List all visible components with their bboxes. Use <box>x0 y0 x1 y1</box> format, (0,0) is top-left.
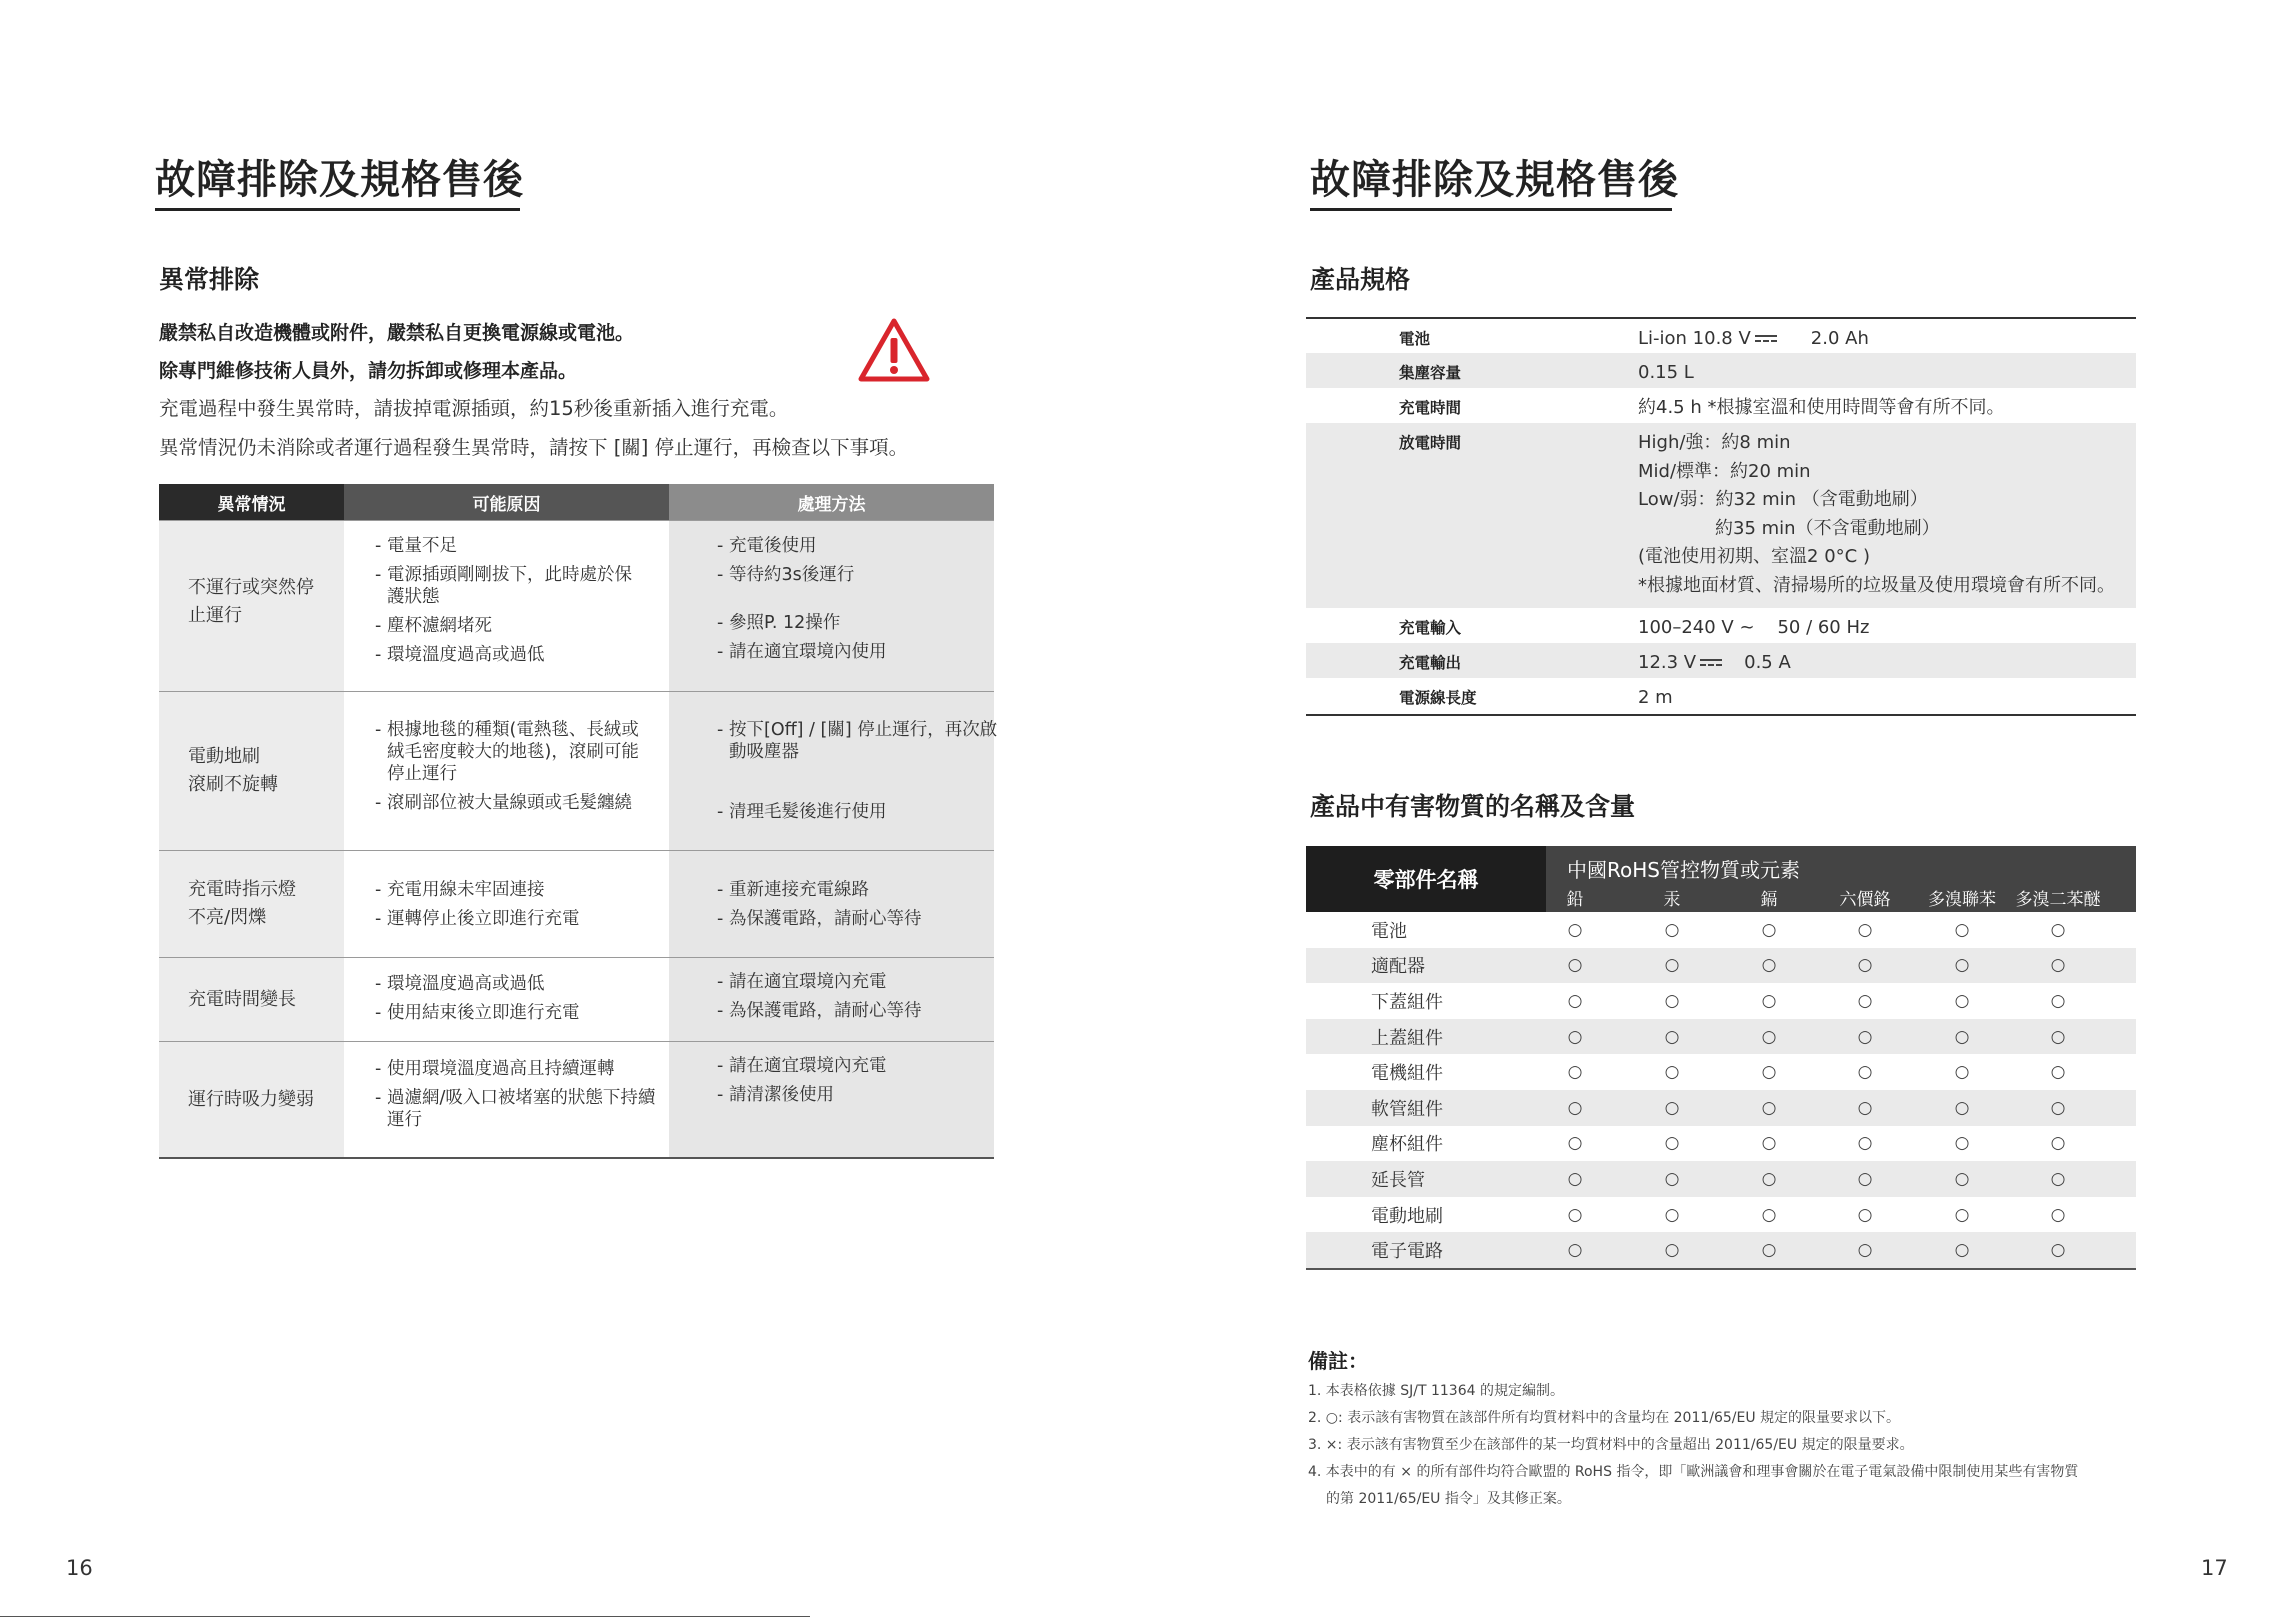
rohs-part-name: 適配器 <box>1371 956 1425 978</box>
rohs-mark: ○ <box>1761 1204 1777 1225</box>
rohs-mark: ○ <box>2050 1168 2066 1189</box>
rohs-mark: ○ <box>1567 1204 1583 1225</box>
rohs-group-header <box>1546 846 2136 912</box>
spec-value: High/強：約8 min Mid/標準：約20 min Low/弱：約32 min （含電動地刷） 約35 min（不含電動地刷） (電池使用初期、室溫2 0°C ) *根據地面材質、清掃場所的垃圾量及使用環境會有所不同。 <box>1638 432 2115 596</box>
rohs-part-name: 延長管 <box>1371 1169 1425 1191</box>
spec-row <box>1306 353 2136 388</box>
rohs-row <box>1306 948 2136 984</box>
rohs-mark: ○ <box>1664 1026 1680 1047</box>
rohs-row <box>1306 1054 2136 1090</box>
solution-cell: - 充電後使用 - 等待約3s後運行 - 參照P. 12操作 - 請在適宜環境內使用 <box>669 521 994 691</box>
rohs-mark: ○ <box>2050 990 2066 1011</box>
spec-label: 集塵容量 <box>1399 364 1462 382</box>
solution-cell: - 重新連接充電線路 - 為保護電路，請耐心等待 <box>669 851 994 957</box>
rohs-table <box>1306 846 2136 1270</box>
rohs-part-name: 軟管組件 <box>1371 1098 1443 1120</box>
rohs-row <box>1306 1161 2136 1197</box>
rohs-substance-header: 多溴聯苯 <box>1928 890 1996 910</box>
condition-cell: 充電時指示燈 不亮/閃爍 <box>159 851 344 957</box>
left-page-title: 故障排除及規格售後 <box>155 157 524 203</box>
rohs-mark: ○ <box>1664 919 1680 940</box>
rohs-mark: ○ <box>1954 1026 1970 1047</box>
troubleshooting-table <box>159 484 998 1159</box>
rohs-mark: ○ <box>1664 1240 1680 1261</box>
spec-row <box>1306 423 2136 608</box>
rohs-mark: ○ <box>1954 1240 1970 1261</box>
spec-value: 100–240 V ~ 50 / 60 Hz <box>1638 617 1870 638</box>
note-line: 2. ○: 表示該有害物質在該部件所有均質材料中的含量均在 2011/65/EU 規定的限量要求以下。 <box>1308 1410 1901 1426</box>
rohs-mark: ○ <box>2050 1133 2066 1154</box>
page-number-left: 16 <box>66 1556 93 1580</box>
rohs-mark: ○ <box>1761 955 1777 976</box>
rohs-substance-header: 鉛 <box>1566 890 1584 910</box>
table-bottom-rule <box>159 1157 994 1159</box>
table-row <box>159 520 994 691</box>
rohs-mark: ○ <box>1567 1240 1583 1261</box>
rohs-mark: ○ <box>1567 955 1583 976</box>
rohs-mark: ○ <box>2050 1062 2066 1083</box>
notes-title: 備註： <box>1308 1349 1368 1373</box>
spec-value: 約4.5 h *根據室溫和使用時間等會有所不同。 <box>1638 397 2005 418</box>
rohs-row <box>1306 1197 2136 1233</box>
rohs-mark: ○ <box>1761 1097 1777 1118</box>
spec-value: Li-ion 10.8 V 2.0 Ah <box>1638 328 1869 349</box>
dc-symbol-icon <box>1700 658 1722 668</box>
table-header <box>159 484 994 520</box>
left-title-underline <box>155 208 520 211</box>
header-solution: 處理方法 <box>669 484 994 520</box>
page-number-right: 17 <box>2201 1556 2228 1580</box>
table-row <box>159 691 998 850</box>
spec-row <box>1306 678 2136 714</box>
rohs-part-name: 電子電路 <box>1371 1241 1443 1263</box>
right-page-title: 故障排除及規格售後 <box>1310 157 1679 203</box>
rohs-mark: ○ <box>1567 990 1583 1011</box>
rohs-mark: ○ <box>1954 990 1970 1011</box>
rohs-mark: ○ <box>2050 955 2066 976</box>
rohs-mark: ○ <box>1664 955 1680 976</box>
table-row <box>159 957 994 1041</box>
condition-cell: 充電時間變長 <box>159 958 344 1041</box>
spec-label: 充電輸入 <box>1399 619 1462 637</box>
cause-cell: - 使用環境溫度過高且持續運轉 - 過濾網/吸入口被堵塞的狀態下持續運行 <box>344 1042 669 1157</box>
warning-text-1: 嚴禁私自改造機體或附件，嚴禁私自更換電源線或電池。 <box>159 322 635 344</box>
rohs-mark: ○ <box>2050 1026 2066 1047</box>
rohs-part-name: 下蓋組件 <box>1371 991 1443 1013</box>
condition-cell: 電動地刷 滾刷不旋轉 <box>159 692 344 850</box>
rohs-mark: ○ <box>1761 1133 1777 1154</box>
left-section-title: 異常排除 <box>159 265 260 294</box>
rohs-mark: ○ <box>1954 1097 1970 1118</box>
spec-value: 0.15 L <box>1638 362 1694 383</box>
spec-table <box>1306 317 2136 716</box>
rohs-substance-header: 汞 <box>1663 890 1681 910</box>
spec-row <box>1306 319 2136 353</box>
rohs-mark: ○ <box>1857 1204 1873 1225</box>
table-row <box>159 850 994 957</box>
rohs-mark: ○ <box>1664 1168 1680 1189</box>
rohs-part-name: 電動地刷 <box>1371 1205 1443 1227</box>
rohs-part-name: 電機組件 <box>1371 1063 1443 1085</box>
rohs-substance-header: 六價鉻 <box>1839 890 1891 910</box>
cause-cell: - 充電用線未牢固連接 - 運轉停止後立即進行充電 <box>344 851 669 957</box>
rohs-mark: ○ <box>1761 1026 1777 1047</box>
warning-text-2: 除專門維修技術人員外，請勿拆卸或修理本產品。 <box>159 360 578 382</box>
body-text-2: 異常情況仍未消除或者運行過程發生異常時，請按下 [關] 停止運行，再檢查以下事項。 <box>159 436 909 459</box>
rohs-mark: ○ <box>1857 1133 1873 1154</box>
solution-cell: - 按下[Off] / [關] 停止運行，再次啟動吸塵器 - 清理毛髮後進行使用 <box>669 692 994 850</box>
rohs-substance-header: 鎘 <box>1760 890 1778 910</box>
spec-row <box>1306 608 2136 643</box>
rohs-mark: ○ <box>1857 919 1873 940</box>
rohs-mark: ○ <box>1664 1062 1680 1083</box>
spec-label: 放電時間 <box>1399 434 1462 452</box>
footer-rule <box>0 1616 810 1617</box>
spec-row <box>1306 388 2136 423</box>
rohs-mark: ○ <box>1857 1062 1873 1083</box>
rohs-part-name: 上蓋組件 <box>1371 1027 1443 1049</box>
rohs-mark: ○ <box>1567 1133 1583 1154</box>
right-title-underline <box>1310 208 1672 211</box>
spec-value: 2 m <box>1638 687 1673 708</box>
rohs-row <box>1306 1090 2136 1126</box>
rohs-mark: ○ <box>1857 955 1873 976</box>
spec-value: 12.3 V 0.5 A <box>1638 652 1791 673</box>
rohs-row <box>1306 912 2136 948</box>
spec-label: 電源線長度 <box>1399 689 1477 707</box>
rohs-row <box>1306 1019 2136 1055</box>
rohs-row <box>1306 983 2136 1019</box>
solution-cell: - 請在適宜環境內充電 - 為保護電路，請耐心等待 <box>669 958 994 1041</box>
rohs-mark: ○ <box>2050 1240 2066 1261</box>
rohs-mark: ○ <box>1567 1062 1583 1083</box>
rohs-mark: ○ <box>1761 1168 1777 1189</box>
header-cause: 可能原因 <box>344 484 669 520</box>
rohs-mark: ○ <box>1857 1240 1873 1261</box>
rohs-mark: ○ <box>1761 1240 1777 1261</box>
rohs-mark: ○ <box>1857 990 1873 1011</box>
rohs-mark: ○ <box>1567 1168 1583 1189</box>
rohs-bottom-rule <box>1306 1268 2136 1270</box>
rohs-mark: ○ <box>1664 1133 1680 1154</box>
note-line: 的第 2011/65/EU 指令」及其修正案。 <box>1326 1491 1571 1507</box>
header-condition: 異常情況 <box>159 484 344 520</box>
rohs-part-header: 零部件名稱 <box>1306 846 1546 912</box>
body-text-1: 充電過程中發生異常時，請拔掉電源插頭，約15秒後重新插入進行充電。 <box>159 397 789 420</box>
condition-cell: 運行時吸力變弱 <box>159 1042 344 1157</box>
rohs-mark: ○ <box>1664 990 1680 1011</box>
rohs-mark: ○ <box>1761 990 1777 1011</box>
rohs-mark: ○ <box>2050 1204 2066 1225</box>
cause-cell: - 根據地毯的種類(電熱毯、長絨或絨毛密度較大的地毯)，滾刷可能停止運行 - 滾刷部位被大量線頭或毛髮纏繞 <box>344 692 669 850</box>
table-row <box>159 1041 994 1157</box>
rohs-group-title: 中國RoHS管控物質或元素 <box>1567 858 1800 882</box>
rohs-mark: ○ <box>1857 1097 1873 1118</box>
rohs-mark: ○ <box>1954 1133 1970 1154</box>
rohs-mark: ○ <box>1954 919 1970 940</box>
spec-row <box>1306 643 2136 678</box>
rohs-row <box>1306 1126 2136 1162</box>
rohs-mark: ○ <box>1761 1062 1777 1083</box>
solution-cell: - 請在適宜環境內充電 - 請清潔後使用 <box>669 1042 994 1157</box>
note-line: 1. 本表格依據 SJ/T 11364 的規定編制。 <box>1308 1383 1564 1399</box>
rohs-mark: ○ <box>1567 919 1583 940</box>
rohs-mark: ○ <box>1857 1168 1873 1189</box>
rohs-mark: ○ <box>1954 1204 1970 1225</box>
rohs-mark: ○ <box>2050 919 2066 940</box>
rohs-mark: ○ <box>2050 1097 2066 1118</box>
rohs-section-title: 產品中有害物質的名稱及含量 <box>1310 792 1636 821</box>
rohs-mark: ○ <box>1664 1097 1680 1118</box>
rohs-mark: ○ <box>1954 1062 1970 1083</box>
dc-symbol-icon <box>1755 334 1777 344</box>
note-line: 3. ×: 表示該有害物質至少在該部件的某一均質材料中的含量超出 2011/65/EU 規定的限量要求。 <box>1308 1437 1914 1453</box>
spec-label: 充電時間 <box>1399 399 1462 417</box>
spec-label: 電池 <box>1399 330 1431 348</box>
warning-triangle-icon <box>857 316 931 384</box>
rohs-mark: ○ <box>1857 1026 1873 1047</box>
rohs-part-name: 電池 <box>1371 920 1407 942</box>
condition-cell: 不運行或突然停 止運行 <box>159 521 344 691</box>
rohs-header <box>1306 846 2136 912</box>
rohs-substance-header: 多溴二苯醚 <box>2015 890 2101 910</box>
cause-cell: - 電量不足 - 電源插頭剛剛拔下，此時處於保護狀態 - 塵杯濾網堵死 - 環境溫度過高或過低 <box>344 521 669 691</box>
rohs-row <box>1306 1232 2136 1268</box>
rohs-mark: ○ <box>1567 1097 1583 1118</box>
rohs-mark: ○ <box>1567 1026 1583 1047</box>
note-line: 4. 本表中的有 × 的所有部件均符合歐盟的 RoHS 指令，即「歐洲議會和理事會關於在電子電氣設備中限制使用某些有害物質 <box>1308 1464 2079 1480</box>
rohs-mark: ○ <box>1954 1168 1970 1189</box>
rohs-mark: ○ <box>1664 1204 1680 1225</box>
rohs-mark: ○ <box>1761 919 1777 940</box>
spec-section-title: 產品規格 <box>1310 265 1411 294</box>
rohs-part-name: 塵杯組件 <box>1371 1134 1443 1156</box>
rohs-mark: ○ <box>1954 955 1970 976</box>
cause-cell: - 環境溫度過高或過低 - 使用結束後立即進行充電 <box>344 958 669 1041</box>
spec-label: 充電輸出 <box>1399 654 1462 672</box>
